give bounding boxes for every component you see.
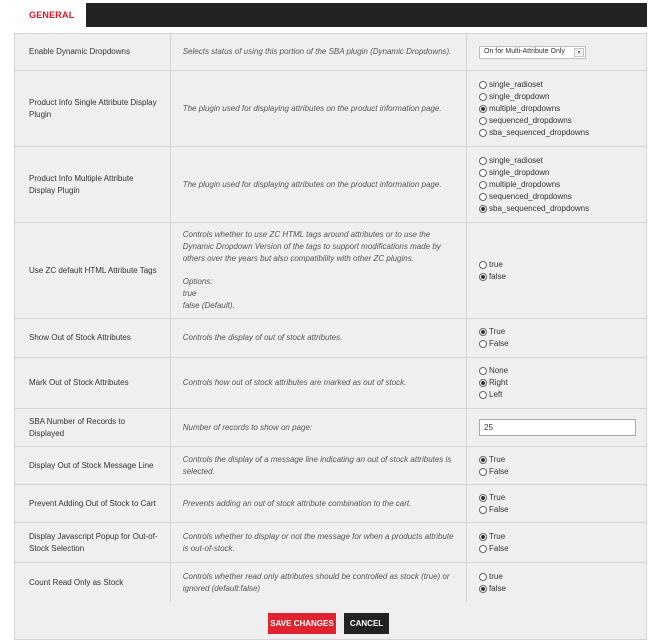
description-line: Options:	[182, 277, 213, 286]
radio-icon[interactable]	[479, 157, 487, 165]
radio-group	[479, 326, 636, 350]
chevron-down-icon: ▾	[574, 48, 584, 57]
setting-label: Product Info Single Attribute Display Plugin	[15, 71, 171, 147]
radio-option[interactable]	[479, 338, 636, 350]
setting-control	[467, 447, 647, 485]
radio-icon[interactable]	[479, 545, 487, 553]
radio-group	[479, 492, 636, 516]
description-line: Dynamic Dropdown Version of the tags to support modifications made by	[182, 242, 441, 251]
setting-description: Controls whether to display or not the message for when a products attribute is out-of-stock.	[170, 523, 466, 563]
radio-option[interactable]	[479, 271, 636, 283]
setting-control	[467, 563, 647, 603]
radio-icon[interactable]	[479, 456, 487, 464]
description-line: false (Default).	[182, 301, 235, 310]
radio-option-label: True	[489, 327, 506, 336]
setting-description: Number of records to show on page:	[170, 409, 466, 447]
radio-option[interactable]	[479, 454, 636, 466]
setting-label: SBA Number of Records to Displayed	[15, 409, 171, 447]
radio-option-label: False	[489, 466, 509, 476]
radio-option-label: multiple_dropdowns	[489, 179, 561, 189]
radio-option-label: sba_sequenced_dropdowns	[489, 127, 590, 137]
setting-control	[467, 147, 647, 223]
description-line: true	[182, 289, 197, 298]
radio-option-label: False	[489, 339, 509, 348]
radio-option[interactable]	[479, 191, 636, 203]
radio-option[interactable]	[479, 127, 636, 139]
radio-icon[interactable]	[479, 391, 487, 399]
setting-label: Display Javascript Popup for Out-of-Stock Selection	[15, 523, 171, 563]
save-changes-button[interactable]: SAVE CHANGES	[268, 613, 336, 634]
radio-option[interactable]	[479, 492, 636, 504]
setting-description: Controls how out of stock attributes are marked as out of stock.	[170, 358, 466, 409]
radio-option[interactable]	[479, 583, 636, 595]
tab-bar	[14, 3, 647, 27]
radio-icon[interactable]	[479, 205, 487, 213]
radio-icon[interactable]	[479, 81, 487, 89]
tab-general[interactable]: GENERAL	[14, 3, 86, 27]
setting-row	[15, 485, 647, 523]
setting-row	[15, 523, 647, 563]
radio-option[interactable]	[479, 377, 636, 389]
radio-option-label: sba_sequenced_dropdowns	[489, 203, 590, 213]
setting-description: Prevents adding an out of stock attribute combination to the cart.	[170, 485, 466, 523]
radio-option-label: true	[489, 571, 503, 581]
setting-description: The plugin used for displaying attributes on the product information page.	[170, 71, 466, 147]
radio-icon[interactable]	[479, 494, 487, 502]
select-value: On for Multi-Attribute Only	[484, 48, 565, 56]
radio-option[interactable]	[479, 389, 636, 401]
radio-option-label: sequenced_dropdowns	[489, 191, 572, 201]
radio-option-label: single_radioset	[489, 155, 543, 165]
radio-option[interactable]	[479, 531, 636, 543]
setting-control	[467, 409, 647, 447]
settings-table	[14, 33, 647, 603]
setting-row	[15, 147, 647, 223]
radio-option[interactable]	[479, 91, 636, 103]
radio-icon[interactable]	[479, 93, 487, 101]
radio-option-label: single_dropdown	[489, 167, 550, 177]
radio-option[interactable]	[479, 365, 636, 377]
radio-option-label: None	[489, 366, 509, 375]
records-per-page-input[interactable]	[479, 419, 636, 436]
setting-description	[170, 223, 466, 319]
radio-group	[479, 155, 636, 215]
radio-option[interactable]	[479, 103, 636, 115]
setting-control	[467, 523, 647, 563]
radio-icon[interactable]	[479, 328, 487, 336]
radio-option-label: True	[489, 531, 506, 541]
radio-group	[479, 79, 636, 139]
radio-group	[479, 571, 636, 595]
radio-option[interactable]	[479, 167, 636, 179]
radio-option-label: false	[489, 583, 506, 593]
setting-control	[467, 485, 647, 523]
setting-description: Selects status of using this portion of the SBA plugin (Dynamic Dropdowns).	[170, 34, 466, 71]
radio-icon[interactable]	[479, 585, 487, 593]
radio-option[interactable]	[479, 79, 636, 91]
setting-label: Mark Out of Stock Attributes	[15, 358, 171, 409]
setting-label: Display Out of Stock Message Line	[15, 447, 171, 485]
radio-icon[interactable]	[479, 129, 487, 137]
radio-group	[479, 365, 636, 401]
form-footer	[14, 602, 647, 640]
radio-option-label: False	[489, 504, 509, 514]
radio-option-label: multiple_dropdowns	[489, 103, 561, 113]
radio-option-label: Right	[489, 378, 508, 387]
radio-option[interactable]	[479, 179, 636, 191]
radio-icon[interactable]	[479, 261, 487, 269]
radio-icon[interactable]	[479, 379, 487, 387]
radio-option[interactable]	[479, 543, 636, 555]
setting-label: Enable Dynamic Dropdowns	[15, 34, 171, 71]
setting-control	[467, 223, 647, 319]
radio-icon[interactable]	[479, 193, 487, 201]
radio-icon[interactable]	[479, 169, 487, 177]
setting-description: Controls the display of out of stock attributes.	[170, 319, 466, 358]
description-line: Controls whether to use ZC HTML tags around attributes or to use the	[182, 230, 431, 239]
radio-option-label: false	[489, 271, 506, 281]
setting-control	[467, 71, 647, 147]
radio-option-label: true	[489, 259, 503, 269]
cancel-button[interactable]: CANCEL	[344, 613, 389, 634]
setting-row	[15, 34, 647, 71]
setting-label: Use ZC default HTML Attribute Tags	[15, 223, 171, 319]
radio-option[interactable]	[479, 155, 636, 167]
radio-icon[interactable]	[479, 506, 487, 514]
setting-row	[15, 409, 647, 447]
setting-label: Show Out of Stock Attributes	[15, 319, 171, 358]
radio-option-label: single_dropdown	[489, 91, 550, 101]
radio-option[interactable]	[479, 115, 636, 127]
radio-icon[interactable]	[479, 533, 487, 541]
radio-option-label: True	[489, 454, 506, 464]
setting-row	[15, 563, 647, 603]
setting-description: Controls whether read only attributes should be controlled as stock (true) or ignored (default:false)	[170, 563, 466, 603]
setting-control	[467, 34, 647, 71]
setting-row	[15, 223, 647, 319]
description-line	[183, 265, 454, 276]
setting-label: Product Info Multiple Attribute Display Plugin	[15, 147, 171, 223]
radio-icon[interactable]	[479, 117, 487, 125]
dynamic-dropdowns-select[interactable]	[479, 46, 586, 59]
radio-icon[interactable]	[479, 367, 487, 375]
radio-icon[interactable]	[479, 573, 487, 581]
setting-row	[15, 447, 647, 485]
setting-description: The plugin used for displaying attributes on the product information page.	[170, 147, 466, 223]
setting-label: Count Read Only as Stock	[15, 563, 171, 603]
setting-row	[15, 71, 647, 147]
radio-option[interactable]	[479, 326, 636, 338]
radio-icon[interactable]	[479, 340, 487, 348]
radio-option-label: Left	[489, 390, 503, 399]
setting-row	[15, 358, 647, 409]
setting-row	[15, 319, 647, 358]
setting-description: Controls the display of a message line indicating an out of stock attributes is selected.	[170, 447, 466, 485]
radio-option-label: single_radioset	[489, 79, 543, 89]
radio-icon[interactable]	[479, 181, 487, 189]
radio-option-label: False	[489, 543, 509, 553]
radio-option[interactable]	[479, 571, 636, 583]
radio-icon[interactable]	[479, 105, 487, 113]
radio-icon[interactable]	[479, 468, 487, 476]
radio-option[interactable]	[479, 259, 636, 271]
radio-icon[interactable]	[479, 273, 487, 281]
setting-label: Prevent Adding Out of Stock to Cart	[15, 485, 171, 523]
radio-option[interactable]	[479, 203, 636, 215]
radio-group	[479, 454, 636, 478]
radio-option-label: True	[489, 492, 506, 502]
description-line: others over the years but also compatibility with other ZC plugins.	[182, 254, 414, 263]
setting-control	[467, 358, 647, 409]
setting-control	[467, 319, 647, 358]
radio-option-label: sequenced_dropdowns	[489, 115, 572, 125]
radio-option[interactable]	[479, 504, 636, 516]
radio-group	[479, 259, 636, 283]
radio-group	[479, 531, 636, 555]
radio-option[interactable]	[479, 466, 636, 478]
